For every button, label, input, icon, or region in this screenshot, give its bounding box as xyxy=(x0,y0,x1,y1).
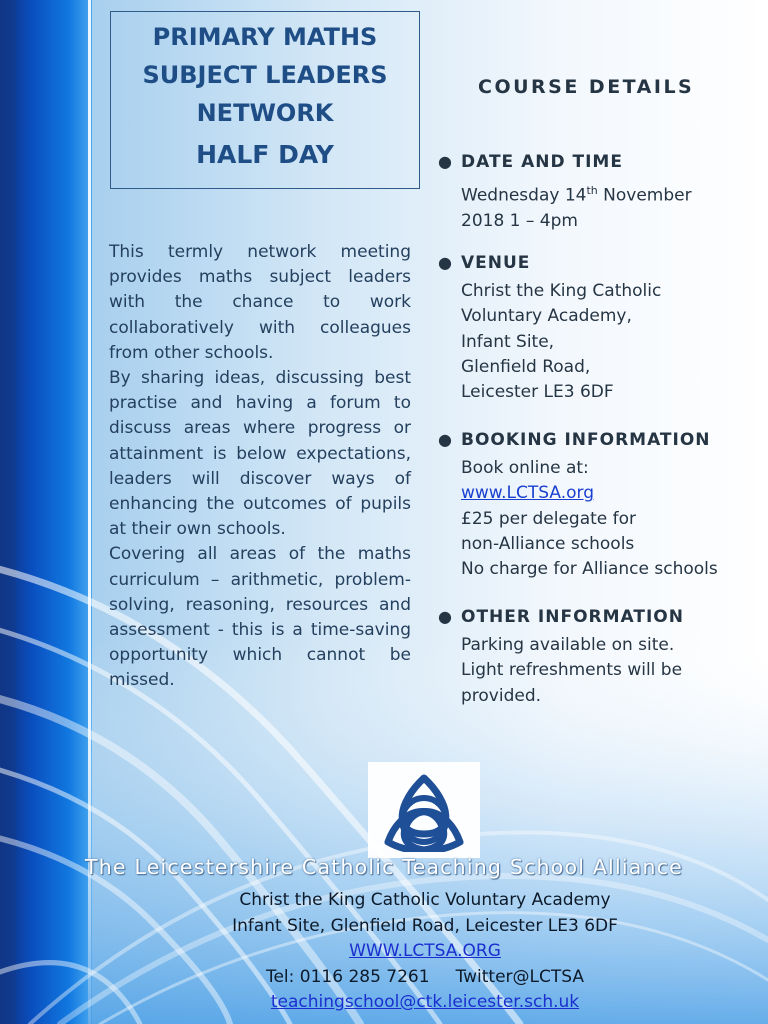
page-title: PRIMARY MATHS SUBJECT LEADERS NETWORK xyxy=(142,23,388,127)
date-body xyxy=(461,178,692,234)
date-ordinal: th xyxy=(586,184,598,197)
course-details-heading: COURSE DETAILS xyxy=(478,76,695,98)
venue-body xyxy=(461,279,661,405)
description-paragraph: By sharing ideas, discussing best practise and having a forum to discuss areas where progress or attainment is below expectations, leaders will discover ways of enhancing the outcomes of pupils at their own schools. xyxy=(109,368,411,540)
booking-line: £25 per delegate for xyxy=(461,508,637,529)
footer-contact xyxy=(190,888,660,1016)
bullet-icon: ● xyxy=(438,430,452,449)
other-line: provided. xyxy=(461,685,542,706)
alliance-name: The Leicestershire Catholic Teaching School Alliance xyxy=(85,855,683,879)
venue-line: Infant Site, xyxy=(461,331,555,352)
booking-line: Book online at: xyxy=(461,458,589,478)
booking-body xyxy=(461,456,718,582)
other-line: Parking available on site. xyxy=(461,635,675,655)
course-description xyxy=(109,240,411,694)
title-box xyxy=(110,11,420,189)
description-paragraph: Covering all areas of the maths curriculum – arithmetic, problem-solving, reasoning, resources and assessment - this is a time-saving opportunity which cannot be missed. xyxy=(109,544,411,691)
footer-phone-twitter xyxy=(190,965,660,991)
venue-heading: VENUE xyxy=(461,253,531,273)
venue-line: Glenfield Road, xyxy=(461,356,591,377)
booking-line: non-Alliance schools xyxy=(461,533,635,554)
other-body xyxy=(461,633,682,709)
booking-line: No charge for Alliance schools xyxy=(461,559,718,580)
venue-line: Voluntary Academy, xyxy=(461,306,632,327)
description-paragraph: This termly network meeting provides maths subject leaders with the chance to work collaboratively with colleagues from other schools. xyxy=(109,242,411,363)
venue-line: Christ the King Catholic xyxy=(461,281,662,301)
booking-link[interactable]: www.LCTSA.org xyxy=(461,483,595,504)
trinity-knot-logo-icon xyxy=(378,772,470,852)
bullet-icon: ● xyxy=(438,607,452,626)
venue-line: Leicester LE3 6DF xyxy=(461,382,614,403)
date-month: November xyxy=(597,185,692,206)
footer-academy: Christ the King Catholic Voluntary Academy xyxy=(239,890,611,910)
footer-address: Infant Site, Glenfield Road, Leicester LE3 6DF xyxy=(232,915,618,936)
other-line: Light refreshments will be xyxy=(461,660,683,681)
date-heading: DATE AND TIME xyxy=(461,152,623,172)
footer-email-link[interactable]: teachingschool@ctk.leicester.sch.uk xyxy=(270,992,580,1012)
footer-tel: Tel: 0116 285 7261 xyxy=(265,966,430,987)
bullet-icon: ● xyxy=(438,253,452,272)
page-subtitle: HALF DAY xyxy=(196,140,334,169)
date-time: 2018 1 – 4pm xyxy=(461,210,578,231)
booking-heading: BOOKING INFORMATION xyxy=(461,430,711,450)
other-heading: OTHER INFORMATION xyxy=(461,607,684,627)
bullet-icon: ● xyxy=(438,152,452,171)
date-day: Wednesday 14 xyxy=(461,185,587,206)
footer-twitter: Twitter@LCTSA xyxy=(455,966,585,987)
footer-website-link[interactable]: WWW.LCTSA.ORG xyxy=(349,941,501,961)
